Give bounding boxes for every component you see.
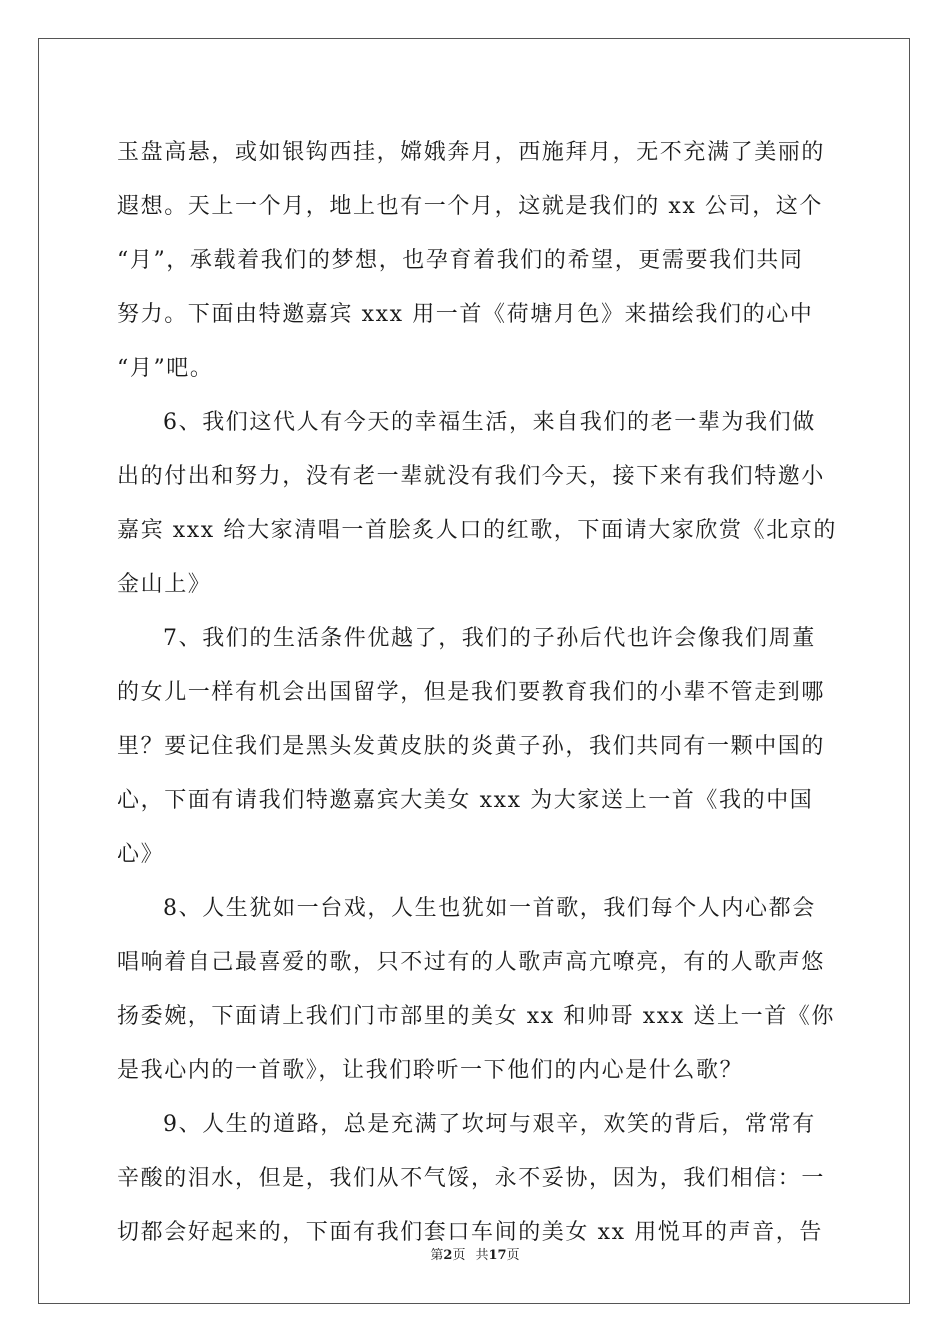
text-line: 心，下面有请我们特邀嘉宾大美女 xxx 为大家送上一首《我的中国 xyxy=(117,788,814,813)
page-number-label: 第2页 xyxy=(430,1248,466,1263)
text-line: 7、我们的生活条件优越了，我们的子孙后代也许会像我们周董 xyxy=(163,626,816,651)
text-line: 玉盘高悬，或如银钩西挂，嫦娥奔月，西施拜月，无不充满了美丽的 xyxy=(117,140,826,165)
text-line: 是我心内的一首歌》，让我们聆听一下他们的内心是什么歌？ xyxy=(117,1058,744,1083)
text-line: 扬委婉，下面请上我们门市部里的美女 xx 和帅哥 xxx 送上一首《你 xyxy=(117,1004,836,1029)
text-line: 9、人生的道路，总是充满了坎坷与艰辛，欢笑的背后，常常有 xyxy=(163,1112,816,1137)
total-pages-label: 共17页 xyxy=(475,1248,520,1263)
text-line: 里？要记住我们是黑头发黄皮肤的炎黄子孙，我们共同有一颗中国的 xyxy=(117,734,826,759)
text-line: 心》 xyxy=(117,842,165,867)
text-line: 切都会好起来的，下面有我们套口车间的美女 xx 用悦耳的声音，告 xyxy=(117,1220,824,1245)
text-line: 嘉宾 xxx 给大家清唱一首脍炙人口的红歌，下面请大家欣赏《北京的 xyxy=(117,518,838,543)
page-footer xyxy=(0,1244,950,1263)
text-line: “月”，承载着我们的梦想，也孕育着我们的希望，更需要我们共同 xyxy=(117,248,804,273)
text-line: 辛酸的泪水，但是，我们从不气馁，永不妥协，因为，我们相信：一 xyxy=(117,1166,826,1191)
text-line: 的女儿一样有机会出国留学，但是我们要教育我们的小辈不管走到哪 xyxy=(117,680,826,705)
text-line: 6、我们这代人有今天的幸福生活，来自我们的老一辈为我们做 xyxy=(163,410,816,435)
text-line: 遐想。天上一个月，地上也有一个月，这就是我们的 xx 公司，这个 xyxy=(117,194,824,219)
text-line: 努力。下面由特邀嘉宾 xxx 用一首《荷塘月色》来描绘我们的心中 xyxy=(117,302,814,327)
document-body xyxy=(117,126,838,1260)
text-line: “月”吧。 xyxy=(117,356,214,381)
text-line: 8、人生犹如一台戏，人生也犹如一首歌，我们每个人内心都会 xyxy=(163,896,816,921)
text-line: 出的付出和努力，没有老一辈就没有我们今天，接下来有我们特邀小 xyxy=(117,464,826,489)
text-line: 金山上》 xyxy=(117,572,212,597)
text-line: 唱响着自己最喜爱的歌，只不过有的人歌声高亢嘹亮，有的人歌声悠 xyxy=(117,950,826,975)
